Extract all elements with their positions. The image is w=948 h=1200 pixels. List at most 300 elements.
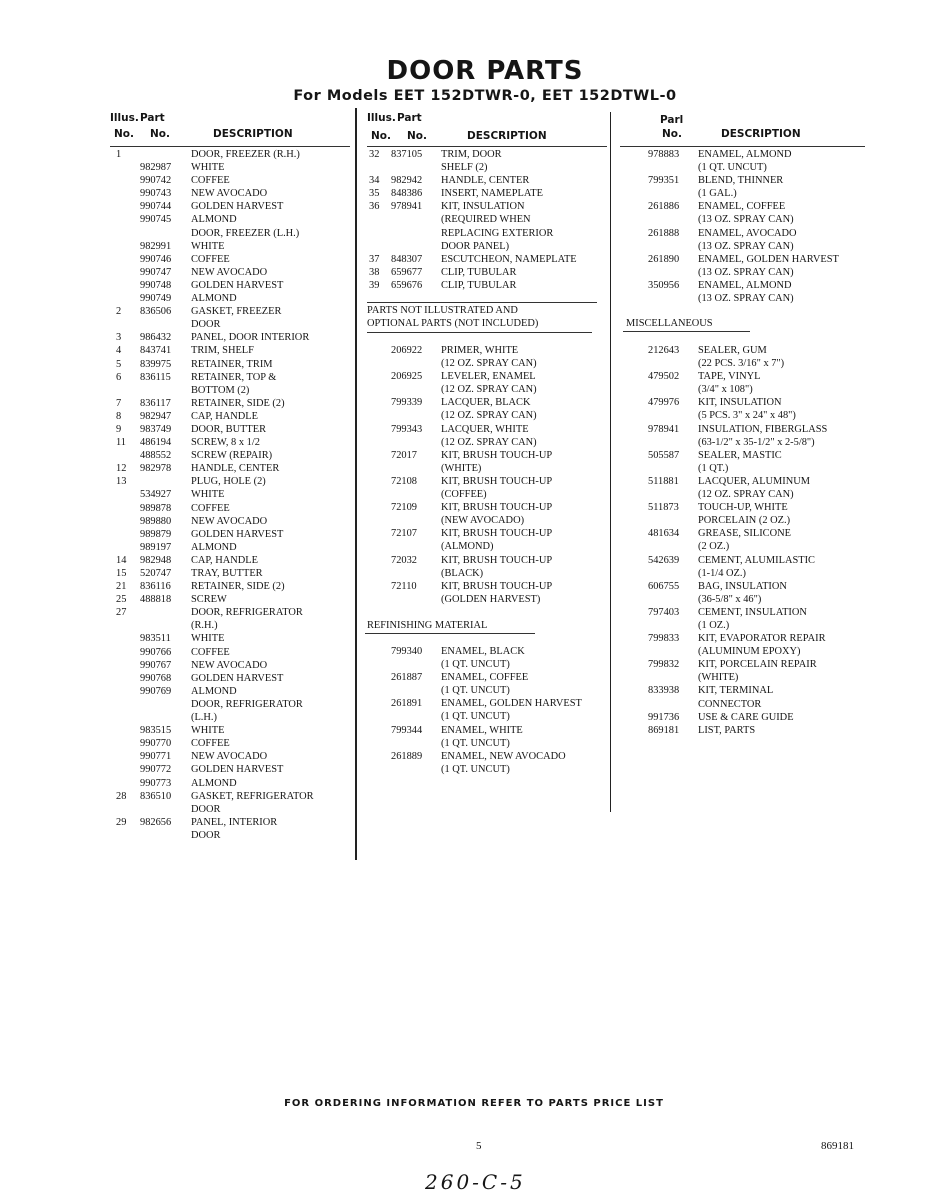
part-number: 982948 [140,554,172,566]
table-row [626,684,866,710]
parts-list-col1 [116,148,351,842]
table-row [369,174,604,187]
part-number: 486194 [140,437,172,449]
part-description: KIT, BRUSH TOUCH-UP [441,554,553,566]
table-row [116,161,351,174]
part-label: Part [140,112,165,124]
part-description: PLUG, HOLE (2) [191,476,266,488]
illus-label: Illus. [367,112,396,124]
part-number: 481634 [648,528,680,540]
part-description: ALMOND [191,214,237,226]
table-row [369,370,604,396]
table-row [116,488,351,501]
part-number: 836506 [140,306,172,318]
table-row [626,632,866,658]
part-description: GOLDEN HARVEST [191,201,284,213]
part-description: TAPE, VINYL [698,371,761,383]
part-description: GASKET, FREEZER [191,306,282,318]
table-row [116,227,351,240]
part-number: 836510 [140,790,172,802]
part-description: GREASE, SILICONE [698,528,791,540]
table-row [116,305,351,331]
table-row [116,646,351,659]
part-description: (1 OZ.) [698,619,730,631]
part-description: KIT, BRUSH TOUCH-UP [441,528,553,540]
part-number: 799351 [648,175,680,187]
part-description: RETAINER, SIDE (2) [191,581,285,593]
table-row [369,423,604,449]
part-number: 799344 [391,724,423,736]
part-description: (1 QT.) [698,462,729,474]
part-description: LACQUER, ALUMINUM [698,475,810,487]
part-description: (13 OZ. SPRAY CAN) [698,240,794,252]
part-number: 990766 [140,646,172,658]
part-number: 799340 [391,646,423,657]
part-label: Part [397,112,422,124]
illus-number: 1 [116,149,122,160]
part-description: (12 OZ. SPRAY CAN) [698,489,794,501]
part-number: 520747 [140,568,172,579]
table-row [116,423,351,436]
table-row [116,541,351,554]
illus-number: 12 [116,463,127,475]
table-row [369,344,604,370]
part-description: CONNECTOR [698,698,762,710]
part-number: 982947 [140,410,172,422]
part-description: ENAMEL, BLACK [441,646,525,657]
part-description: PRIMER, WHITE [441,345,519,356]
part-description: (1 QT. UNCUT) [441,763,510,775]
illus-number: 35 [369,188,380,200]
part-description: (1 GAL.) [698,188,737,200]
part-number: 978883 [648,149,680,160]
table-row [116,698,351,724]
table-row [369,724,604,750]
part-description: (REQUIRED WHEN [441,214,531,226]
part-number: 990742 [140,175,172,187]
part-description: PORCELAIN (2 OZ.) [698,515,791,527]
part-description: GOLDEN HARVEST [191,279,284,291]
part-description: (12 OZ. SPRAY CAN) [441,358,537,370]
part-number: 505587 [648,449,680,461]
part-description: COFFEE [191,502,230,514]
part-description: SEALER, MASTIC [698,449,782,461]
part-number: 72017 [391,449,417,461]
table-row [626,200,866,226]
table-row [626,423,866,449]
illus-number: 38 [369,266,380,278]
part-description: KIT, INSULATION [441,201,525,213]
description-label: DESCRIPTION [721,128,801,140]
table-row [116,593,351,606]
table-row [116,462,351,475]
table-row [369,187,604,200]
description-label: DESCRIPTION [467,130,547,142]
part-number: 990743 [140,188,172,200]
table-row [369,645,604,671]
illus-number: 6 [116,371,122,383]
table-row [116,777,351,790]
table-row [116,528,351,541]
part-description: ENAMEL, GOLDEN HARVEST [441,698,582,710]
table-row [116,567,351,580]
part-description: (WHITE) [441,462,482,474]
models-subtitle: For Models EET 152DTWR-0, EET 152DTWL-0 [293,88,677,104]
part-number: 799339 [391,397,423,409]
part-description: COFFEE [191,175,230,187]
part-description: NEW AVOCADO [191,515,268,527]
table-row [116,358,351,371]
part-description: (13 OZ. SPRAY CAN) [698,214,794,226]
illus-number: 29 [116,816,127,828]
table-row [369,266,604,279]
part-number: 534927 [140,489,172,501]
part-description: (13 OZ. SPRAY CAN) [698,293,794,305]
part-number: 261888 [648,227,680,239]
no-label: No. [662,128,682,140]
table-row [626,344,866,370]
illus-number: 14 [116,554,127,566]
table-row [116,410,351,423]
no-label: No. [407,130,427,142]
part-description: ENAMEL, GOLDEN HARVEST [698,253,839,265]
illus-number: 27 [116,607,127,619]
part-description: SCREW [191,594,227,606]
part-description: (1 QT. UNCUT) [441,737,510,749]
part-number: 990749 [140,293,172,305]
part-description: (WHITE) [698,672,739,684]
no-label: No. [371,130,391,142]
part-description: (1 QT. UNCUT) [441,659,510,671]
table-row [369,475,604,501]
table-row [116,502,351,515]
part-number: 659677 [391,266,423,278]
part-description: GOLDEN HARVEST [191,528,284,540]
table-row [369,148,604,174]
part-description: KIT, TERMINAL [698,685,774,697]
column-1-header [110,110,350,147]
part-number: 990768 [140,672,172,684]
part-description: LACQUER, BLACK [441,397,531,409]
part-description: COFFEE [191,738,230,750]
illus-number: 11 [116,437,127,449]
table-row [626,148,866,174]
part-number: 511881 [648,475,679,487]
part-number: 836115 [140,371,171,383]
illus-number: 5 [116,358,122,370]
part-description: PANEL, DOOR INTERIOR [191,332,310,344]
part-description: (3/4" x 108") [698,384,753,396]
table-row [116,632,351,645]
part-number: 991736 [648,711,680,723]
illus-number: 7 [116,397,122,409]
part-number: 206922 [391,345,423,356]
part-description: LEVELER, ENAMEL [441,371,536,383]
table-row [116,475,351,488]
part-description: NEW AVOCADO [191,751,268,763]
part-description: KIT, EVAPORATOR REPAIR [698,633,826,645]
part-number: 479976 [648,397,680,409]
part-number: 990748 [140,279,172,291]
table-row [626,527,866,553]
part-description: (1-1/4 OZ.) [698,567,746,579]
part-description: NEW AVOCADO [191,659,268,671]
table-row [369,671,604,697]
part-description: (GOLDEN HARVEST) [441,593,541,605]
part-description: (13 OZ. SPRAY CAN) [698,266,794,278]
part-number: 869181 [648,724,680,736]
part-description: ALMOND [191,777,237,789]
part-number: 990772 [140,764,172,776]
table-row [626,253,866,279]
part-description: DOOR, BUTTER [191,423,267,435]
table-row [116,724,351,737]
part-description: (BLACK) [441,567,484,579]
table-row [116,344,351,357]
table-row [626,227,866,253]
part-number: 843741 [140,345,172,357]
section-heading-not-illustrated [367,304,538,330]
table-row [626,449,866,475]
table-row [369,253,604,266]
part-number: 978941 [648,423,680,435]
table-row [116,279,351,292]
ordering-note: FOR ORDERING INFORMATION REFER TO PARTS PRICE LIST [284,1098,664,1109]
part-number: 799833 [648,633,680,645]
column-3-header [620,110,865,147]
part-description: DOOR, REFRIGERATOR [191,698,303,710]
parts-list-refinishing [369,645,604,776]
part-description: (12 OZ. SPRAY CAN) [441,436,537,448]
part-description: LACQUER, WHITE [441,423,529,435]
illus-number: 28 [116,790,127,802]
part-description: RETAINER, TOP & [191,371,277,383]
part-number: 72107 [391,528,417,540]
part-number: 261890 [648,253,680,265]
part-description: (22 PCS. 3/16" x 7") [698,358,785,370]
illus-number: 25 [116,594,127,606]
part-description: WHITE [191,489,225,501]
part-number: 836117 [140,397,171,409]
part-number: 990770 [140,738,172,750]
part-number: 799832 [648,659,680,671]
table-row [626,606,866,632]
part-description: DOOR, REFRIGERATOR [191,607,303,619]
part-number: 848386 [391,188,423,200]
table-row [116,750,351,763]
table-row [369,200,604,252]
part-description: REPLACING EXTERIOR [441,227,554,239]
part-number: 479502 [648,371,680,383]
part-number: 990746 [140,253,172,265]
part-number: 990769 [140,685,172,697]
part-number: 978941 [391,201,423,213]
part-description: ENAMEL, COFFEE [441,672,529,684]
table-row [626,724,866,737]
part-description: ENAMEL, COFFEE [698,201,786,213]
table-row [116,685,351,698]
part-number: 72109 [391,502,417,514]
part-description: (1 QT. UNCUT) [441,711,510,723]
part-number: 986432 [140,332,172,344]
illus-number: 32 [369,149,380,160]
divider [367,302,597,303]
table-row [116,213,351,226]
table-row [626,501,866,527]
part-description: KIT, PORCELAIN REPAIR [698,659,817,671]
table-row [116,331,351,344]
part-description: TRIM, DOOR [441,149,502,160]
divider [623,331,750,332]
part-number: 989879 [140,528,172,540]
table-row [369,396,604,422]
parts-list-not-illustrated [369,344,604,606]
section-heading-refinishing [367,619,487,632]
part-number: 990745 [140,214,172,226]
table-row [116,240,351,253]
part-number: 990744 [140,201,172,213]
table-row [116,737,351,750]
part-description: DOOR [191,829,221,841]
table-row [369,554,604,580]
part-number: 488818 [140,594,172,606]
part-number: 839975 [140,358,172,370]
part-description: SCREW (REPAIR) [191,450,273,462]
part-description: KIT, BRUSH TOUCH-UP [441,580,553,592]
part-number: 606755 [648,580,680,592]
illus-number: 39 [369,279,380,291]
part-number: 350956 [648,279,680,291]
part-description: (1 QT. UNCUT) [441,685,510,697]
part-description: COFFEE [191,646,230,658]
part-description: RETAINER, SIDE (2) [191,397,285,409]
part-description: INSERT, NAMEPLATE [441,188,543,200]
divider [367,332,592,333]
part-number: 836116 [140,581,171,593]
part-description: HANDLE, CENTER [441,175,530,187]
table-row [116,397,351,410]
illus-number: 2 [116,306,122,318]
table-row [116,266,351,279]
part-description: (R.H.) [191,620,218,632]
table-row [369,501,604,527]
no-label: No. [114,128,134,140]
part-description: HANDLE, CENTER [191,463,280,475]
part-description: (ALUMINUM EPOXY) [698,646,801,658]
table-row [116,292,351,305]
part-description: GOLDEN HARVEST [191,672,284,684]
part-description: ENAMEL, ALMOND [698,149,792,160]
part-description: DOOR [191,803,221,815]
table-row [116,763,351,776]
part-description: CEMENT, ALUMILASTIC [698,554,815,566]
section-heading-line: PARTS NOT ILLUSTRATED AND [367,305,518,316]
part-description: COFFEE [191,253,230,265]
part-description: (L.H.) [191,712,217,724]
column-divider [610,112,611,812]
part-description: ENAMEL, WHITE [441,724,523,736]
table-row [369,750,604,776]
part-number: 72108 [391,475,417,487]
part-number: 799343 [391,423,423,435]
part-description: KIT, BRUSH TOUCH-UP [441,502,553,514]
illus-number: 15 [116,568,127,579]
part-number: 206925 [391,371,423,383]
part-number: 261889 [391,750,423,762]
table-row [626,554,866,580]
part-description: GASKET, REFRIGERATOR [191,790,314,802]
table-row [116,187,351,200]
part-description: (NEW AVOCADO) [441,515,525,527]
part-number: 261891 [391,698,423,710]
part-description: (COFFEE) [441,489,487,501]
part-description: SCREW, 8 x 1/2 [191,437,260,449]
table-row [626,658,866,684]
parts-list-col3 [626,148,866,305]
part-description: BLEND, THINNER [698,175,784,187]
table-row [116,816,351,842]
part-description: KIT, BRUSH TOUCH-UP [441,475,553,487]
part-description: NEW AVOCADO [191,266,268,278]
part-description: DOOR [191,319,221,331]
part-description: ESCUTCHEON, NAMEPLATE [441,253,577,265]
part-description: PANEL, INTERIOR [191,816,278,828]
part-number: 989880 [140,515,172,527]
part-description: WHITE [191,633,225,645]
part-number: 659676 [391,279,423,291]
part-description: WHITE [191,725,225,737]
illus-number: 4 [116,345,122,357]
section-heading-line: MISCELLANEOUS [626,318,713,329]
part-description: CAP, HANDLE [191,554,258,566]
illus-number: 13 [116,476,127,488]
part-description: WHITE [191,240,225,252]
illus-number: 37 [369,253,380,265]
part-description: ENAMEL, AVOCADO [698,227,797,239]
document-number: 869181 [821,1140,854,1152]
page-number: 5 [476,1140,482,1152]
table-row [116,200,351,213]
table-row [626,475,866,501]
part-number: 542639 [648,554,680,566]
page-title: DOOR PARTS [386,56,584,86]
table-row [116,253,351,266]
part-number: 982978 [140,463,172,475]
illus-number: 3 [116,332,122,344]
table-row [116,659,351,672]
illus-number: 21 [116,581,127,593]
table-row [369,449,604,475]
part-description: DOOR PANEL) [441,240,510,252]
table-row [116,515,351,528]
part-number: 983515 [140,725,172,737]
table-row [116,580,351,593]
part-description: KIT, INSULATION [698,397,782,409]
table-row [369,580,604,606]
illus-number: 34 [369,175,380,187]
illus-number: 9 [116,423,122,435]
illus-number: 36 [369,201,380,213]
part-description: DOOR, FREEZER (L.H.) [191,227,300,239]
part-description: INSULATION, FIBERGLASS [698,423,828,435]
part-description: (36-5/8" x 46") [698,593,762,605]
part-description: (2 OZ.) [698,541,730,553]
part-description: SHELF (2) [441,162,488,174]
part-number: 261887 [391,672,423,684]
part-description: USE & CARE GUIDE [698,711,794,723]
part-description: (1 QT. UNCUT) [698,162,767,174]
illus-label: Illus. [110,112,139,124]
